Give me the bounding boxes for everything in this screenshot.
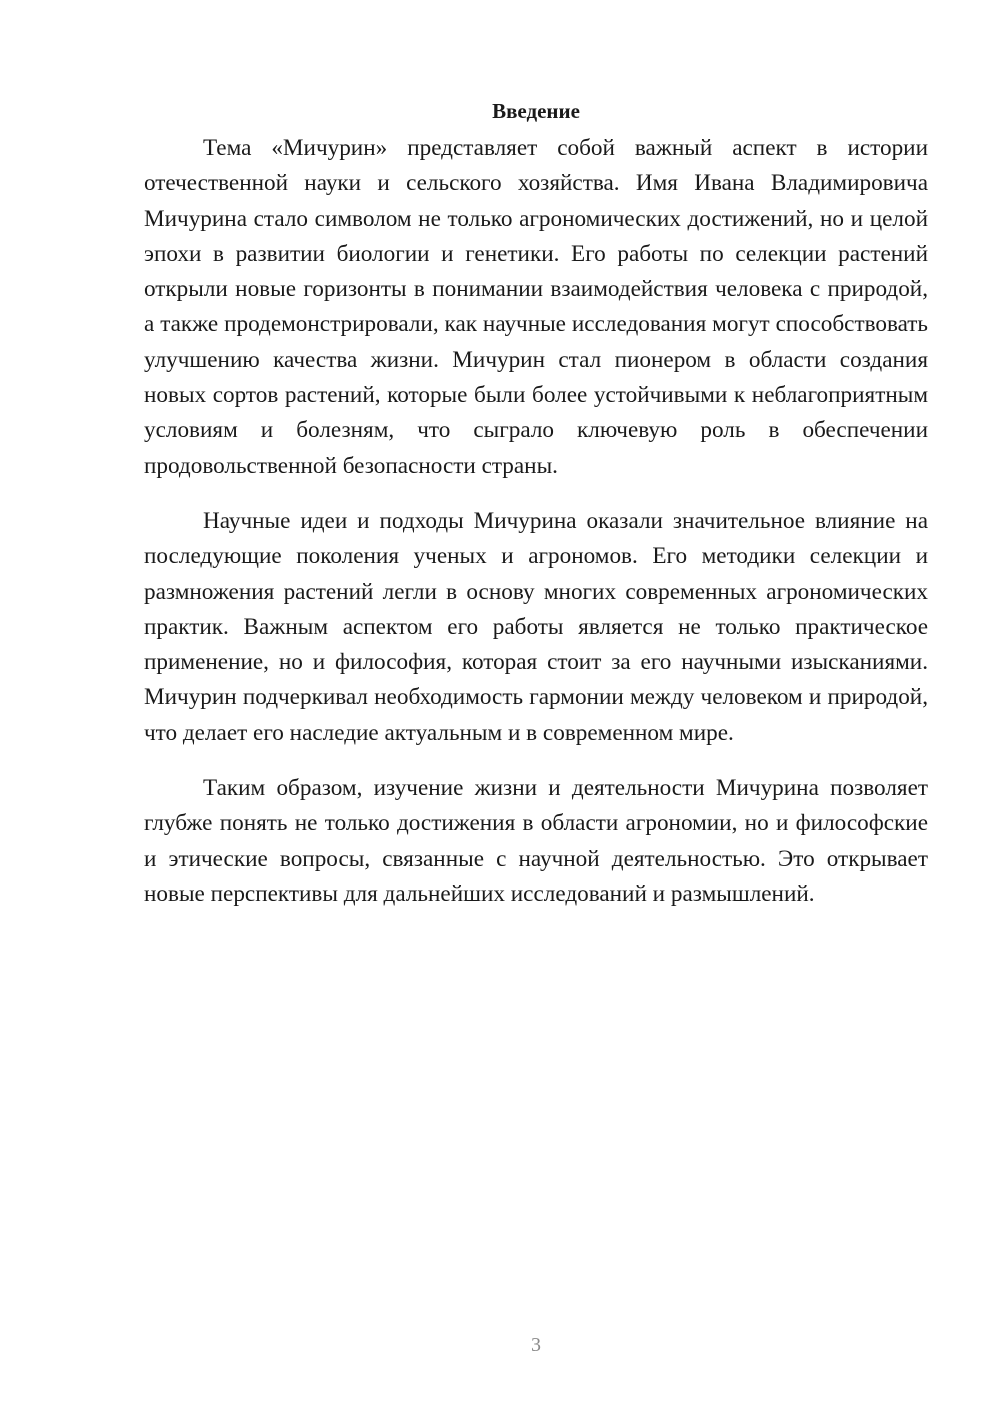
page-number: 3 (531, 1334, 541, 1356)
page-content (144, 96, 928, 912)
paragraph-1: Тема «Мичурин» представляет собой важный аспект в истории отечественной науки и сельского хозяйства. Имя Ивана Владимировича Мичурина стало символом не только агрономических достижений, но и целой эпохи в развитии биологии и генетики. Его работы по селекции растений открыли новые горизонты в понимании взаимодействия человека с природой, а также продемонстрировали, как научные исследования могут способствовать улучшению качества жизни. Мичурин стал пионером в области создания новых сортов растений, которые были более устойчивыми к неблагоприятным условиям и болезням, что сыграло ключевую роль в обеспечении продовольственной безопасности страны. (144, 135, 928, 479)
paragraph-2: Научные идеи и подходы Мичурина оказали значительное влияние на последующие поколения ученых и агрономов. Его методики селекции и размножения растений легли в основу многих современных агрономических практик. Важным аспектом его работы является не только практическое применение, но и философия, которая стоит за его научными изысканиями. Мичурин подчеркивал необходимость гармонии между человеком и природой, что делает его наследие актуальным и в современном мире. (144, 507, 928, 746)
section-heading: Введение (492, 99, 580, 123)
paragraph-3: Таким образом, изучение жизни и деятельности Мичурина позволяет глубже понять не только достижения в области агрономии, но и философские и этические вопросы, связанные с научной деятельностью. Это открывает новые перспективы для дальнейших исследований и размышлений. (144, 775, 928, 907)
